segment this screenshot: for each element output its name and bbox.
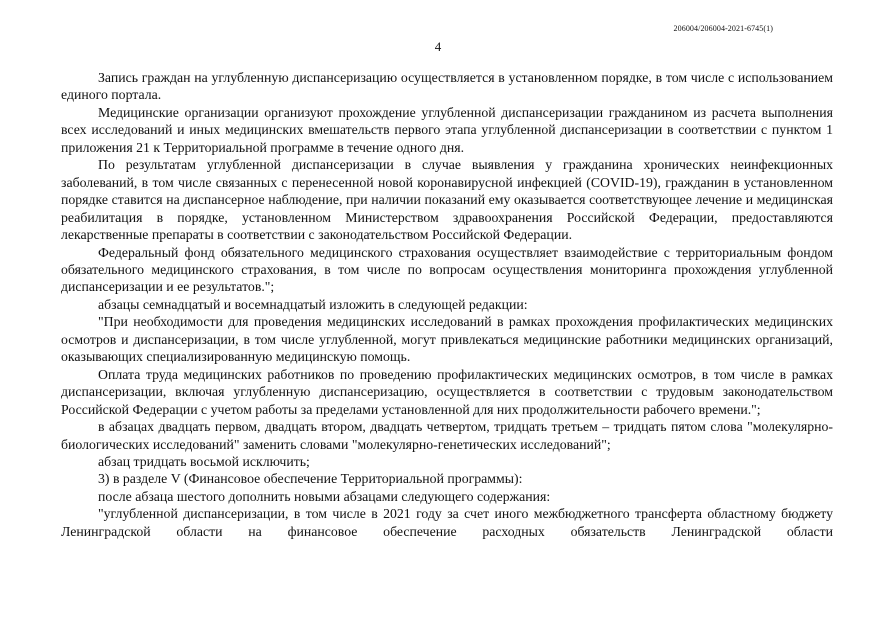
paragraph-results: По результатам углубленной диспансеризации в случае выявления у гражданина хронических неинфекционных заболеваний, в том числе связанных с перенесенной новой коронавирусной инфекцией (COVID-19), гражданин в установленном порядке ставится на диспансерное наблюдение, при наличии показаний ему оказывается соответствующее лечение и медицинская реабилитация в порядке, установленном Министерством здравоохранения Российской Федерации, предоставляются лекарственные препараты в соответствии с законодательством Российской Федерации. (61, 157, 833, 243)
paragraph-medical-workers: "При необходимости для проведения медицинских исследований в рамках прохождения профилактических медицинских осмотров и диспансеризации, в том числе углубленной, могут привлекаться медицинские работники медицинских организаций, оказывающих специализированную медицинскую помощь. (61, 314, 833, 365)
document-id: 206004/206004-2021-6745(1) (673, 24, 773, 33)
paragraph-payment: Оплата труда медицинских работников по проведению профилактических медицинских осмотров, в том числе в рамках диспансеризации, включая углубленную диспансеризацию, осуществляется в соответствии с трудовым законодательством Российской Федерации с учетом работы за пределами установленной для них продолжительности рабочего времени."; (61, 366, 833, 417)
paragraph-organization: Медицинские организации организуют прохождение углубленной диспансеризации гражданином из расчета выполнения всех исследований и иных медицинских вмешательств первого этапа углубленной диспансеризации в соответствии с пунктом 1 приложения 21 к Территориальной программе в течение одного дня. (61, 104, 833, 155)
paragraph-exclude: абзац тридцать восьмой исключить; (98, 453, 310, 469)
page-number: 4 (434, 39, 442, 54)
document-body (61, 69, 833, 540)
paragraph-amendment-17-18: абзацы семнадцатый и восемнадцатый изложить в следующей редакции: (98, 296, 528, 312)
paragraph-section-v: 3) в разделе V (Финансовое обеспечение Территориальной программы): (98, 471, 523, 487)
paragraph-replace-words: в абзацах двадцать первом, двадцать втором, двадцать четвертом, тридцать третьем – тридцать пятом слова "молекулярно-биологических исследований" заменить словами "молекулярно-генетических исследований"; (61, 419, 833, 452)
paragraph-add-after-sixth: после абзаца шестого дополнить новыми абзацами следующего содержания: (98, 488, 551, 504)
paragraph-registration: Запись граждан на углубленную диспансеризацию осуществляется в установленном порядке, в том числе с использованием единого портала. (61, 70, 833, 103)
paragraph-federal-fund: Федеральный фонд обязательного медицинского страхования осуществляет взаимодействие с территориальным фондом обязательного медицинского страхования, в том числе по вопросам осуществления мониторинга прохождения углубленной диспансеризации и ее результатов."; (61, 244, 833, 295)
paragraph-deep-dispensarization: "углубленной диспансеризации, в том числе в 2021 году за счет иного межбюджетного трансферта областному бюджету Ленинградской области на финансовое обеспечение расходных обязательств Ленинградской области (61, 506, 833, 539)
